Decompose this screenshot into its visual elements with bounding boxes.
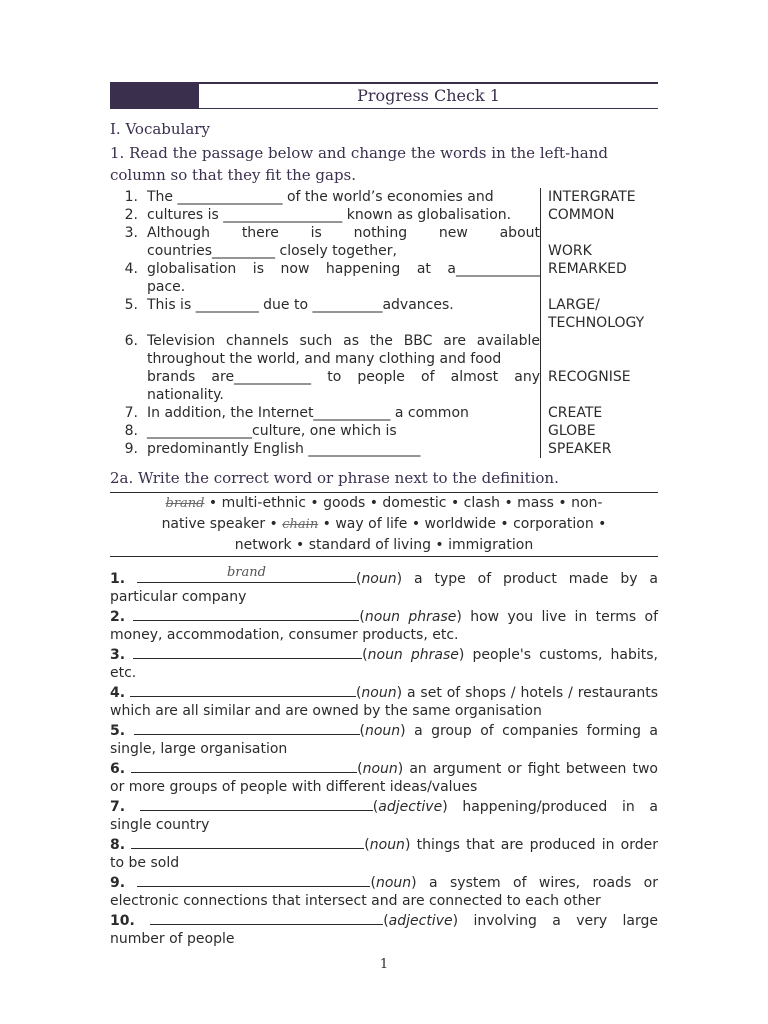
- task1-row: [110, 296, 662, 314]
- definition-item: 2. (noun phrase) how you live in terms of money, accommodation, consumer products, etc.: [110, 606, 658, 644]
- task1-row: [110, 440, 662, 458]
- definition-text: a system of wires, roads or electronic connections that intersect and are connected to each other: [110, 875, 658, 909]
- stem-word: SPEAKER: [540, 440, 663, 458]
- passage-text: Television channels such as the BBC are available: [147, 333, 540, 349]
- stem-word: WORK: [540, 242, 663, 260]
- row-number: [110, 350, 147, 368]
- definition-item: 4. (noun) a set of shops / hotels / restaurants which are all similar and are owned by the same organisation: [110, 682, 658, 720]
- word-box-line: network • standard of living • immigration: [234, 537, 534, 553]
- definition-text: a group of companies forming a single, large organisation: [110, 723, 658, 757]
- stem-word: RECOGNISE: [540, 368, 663, 386]
- answer-blank[interactable]: [130, 682, 356, 697]
- task1-row: [110, 386, 662, 404]
- passage-text: throughout the world, and many clothing and food: [147, 351, 502, 367]
- passage-text: countries_________ closely together,: [147, 243, 397, 259]
- task1-row: [110, 224, 662, 242]
- definition-number: 8.: [110, 837, 126, 853]
- stem-word: [540, 350, 663, 368]
- stem-word: LARGE/: [540, 296, 663, 314]
- passage-text: cultures is _________________ known as globalisation.: [147, 207, 512, 223]
- row-number: 9.: [124, 441, 138, 457]
- stem-word: [540, 386, 663, 404]
- definition-item: 5. (noun) a group of companies forming a single, large organisation: [110, 720, 658, 758]
- definition-number: 9.: [110, 875, 126, 891]
- row-number: 3.: [124, 225, 138, 241]
- task1-table: [110, 188, 662, 458]
- word-list-text: • multi-ethnic • goods • domestic • clash • mass • non-: [204, 495, 603, 511]
- answer-blank[interactable]: [134, 720, 360, 735]
- definition-number: 3.: [110, 647, 126, 663]
- part-of-speech: noun phrase: [364, 609, 457, 625]
- task2-instruction: 2a. Write the correct word or phrase next to the definition.: [110, 469, 559, 487]
- answer-blank[interactable]: [131, 834, 364, 849]
- definition-text: a type of product made by a particular company: [110, 571, 658, 605]
- definition-text: an argument or fight between two or more groups of people with different ideas/values: [110, 761, 658, 795]
- row-number: [110, 278, 147, 296]
- passage-text: The _______________ of the world’s economies and: [147, 189, 494, 205]
- word-list-text: native speaker •: [161, 516, 283, 532]
- row-number: 4.: [124, 261, 138, 277]
- passage-text: [147, 314, 540, 332]
- word-box: [110, 492, 658, 557]
- definition-text: how you live in terms of money, accommodation, consumer products, etc.: [110, 609, 658, 643]
- answer-blank[interactable]: [133, 606, 359, 621]
- task1-row: [110, 314, 662, 332]
- stem-word: [540, 224, 663, 242]
- definition-number: 1.: [110, 571, 126, 587]
- definition-item: 7. (adjective) happening/produced in a single country: [110, 796, 658, 834]
- word-list-text: • way of life • worldwide • corporation •: [318, 516, 607, 532]
- passage-text: predominantly English ________________: [147, 441, 421, 457]
- part-of-speech: noun phrase: [367, 647, 459, 663]
- passage-text: Although there is nothing new about: [147, 225, 540, 241]
- definition-number: 2.: [110, 609, 126, 625]
- part-of-speech: noun: [364, 723, 401, 739]
- answer-blank[interactable]: [137, 872, 370, 887]
- section-heading: I. Vocabulary: [110, 120, 210, 138]
- row-number: 1.: [124, 189, 138, 205]
- stem-word: [540, 332, 663, 350]
- row-number: [110, 386, 147, 404]
- definition-item: 3. (noun phrase) people's customs, habits, etc.: [110, 644, 658, 682]
- row-number: 7.: [124, 405, 138, 421]
- passage-text: brands are___________ to people of almost any: [147, 369, 540, 385]
- passage-text: In addition, the Internet___________ a common: [147, 405, 469, 421]
- definitions-list: [110, 565, 659, 948]
- passage-text: This is _________ due to __________advances.: [147, 297, 454, 313]
- part-of-speech: noun: [362, 761, 398, 777]
- definition-number: 10.: [110, 913, 135, 929]
- part-of-speech: noun: [369, 837, 405, 853]
- definition-text: a set of shops / hotels / restaurants which are all similar and are owned by the same organisation: [110, 685, 658, 719]
- task1-row: [110, 188, 662, 206]
- part-of-speech: adjective: [378, 799, 443, 815]
- answer-blank[interactable]: [131, 758, 357, 773]
- task1-row: [110, 242, 662, 260]
- definition-number: 6.: [110, 761, 126, 777]
- passage-text: pace.: [147, 279, 186, 295]
- word-box-line: [110, 493, 658, 514]
- row-number: 6.: [124, 333, 138, 349]
- answer-blank[interactable]: [133, 644, 362, 659]
- definition-item: 8. (noun) things that are produced in order to be sold: [110, 834, 658, 872]
- handwritten-answer: brand: [226, 565, 266, 580]
- answer-blank[interactable]: [140, 796, 373, 811]
- part-of-speech: noun: [361, 571, 397, 587]
- task1-row: [110, 260, 662, 278]
- stem-word: TECHNOLOGY: [540, 314, 663, 332]
- definition-item: 10. (adjective) involving a very large number of people: [110, 910, 658, 948]
- part-of-speech: noun: [375, 875, 412, 891]
- definition-item: 6. (noun) an argument or fight between two or more groups of people with different ideas/values: [110, 758, 658, 796]
- stem-word: CREATE: [540, 404, 663, 422]
- row-number: 8.: [124, 423, 138, 439]
- task1-instruction: 1. Read the passage below and change the words in the left-hand column so that they fit the gaps.: [110, 144, 609, 184]
- part-of-speech: noun: [361, 685, 397, 701]
- definition-text: things that are produced in order to be sold: [110, 837, 659, 871]
- row-number: [110, 314, 147, 332]
- task1-row: [110, 206, 662, 224]
- struck-word: chain: [282, 517, 319, 532]
- definition-text: happening/produced in a single country: [110, 799, 658, 833]
- definition-number: 4.: [110, 685, 126, 701]
- row-number: 2.: [124, 207, 138, 223]
- stem-word: COMMON: [540, 206, 663, 224]
- definition-item: 1. brand (noun) a type of product made by a particular company: [110, 565, 658, 605]
- definition-number: 7.: [110, 799, 126, 815]
- stem-word: [540, 278, 663, 296]
- row-number: [110, 242, 147, 260]
- task1-row: [110, 332, 662, 350]
- stem-word: GLOBE: [540, 422, 663, 440]
- task1-row: [110, 368, 662, 386]
- task1-row: [110, 278, 662, 296]
- struck-word: brand: [165, 496, 205, 511]
- passage-text: nationality.: [147, 387, 224, 403]
- header-bar: [110, 82, 658, 109]
- definition-text: involving a very large number of people: [110, 913, 658, 947]
- answer-blank[interactable]: [150, 910, 383, 925]
- definition-item: 9. (noun) a system of wires, roads or electronic connections that intersect and are connected to each other: [110, 872, 658, 910]
- row-number: [110, 368, 147, 386]
- definition-number: 5.: [110, 723, 126, 739]
- stem-word: REMARKED: [540, 260, 663, 278]
- task1-row: [110, 350, 662, 368]
- header-accent-block: [110, 84, 199, 108]
- passage-text: globalisation is now happening at a____________: [147, 261, 540, 277]
- task1-row: [110, 422, 662, 440]
- page-number: 1: [379, 957, 389, 972]
- stem-word: INTERGRATE: [540, 188, 663, 206]
- word-box-line: [110, 514, 658, 535]
- part-of-speech: adjective: [388, 913, 453, 929]
- passage-text: _______________culture, one which is: [147, 423, 397, 439]
- page-title: Progress Check 1: [357, 86, 500, 105]
- task1-row: [110, 404, 662, 422]
- row-number: 5.: [124, 297, 138, 313]
- answer-blank[interactable]: [137, 565, 356, 583]
- definition-text: people's customs, habits, etc.: [110, 647, 658, 681]
